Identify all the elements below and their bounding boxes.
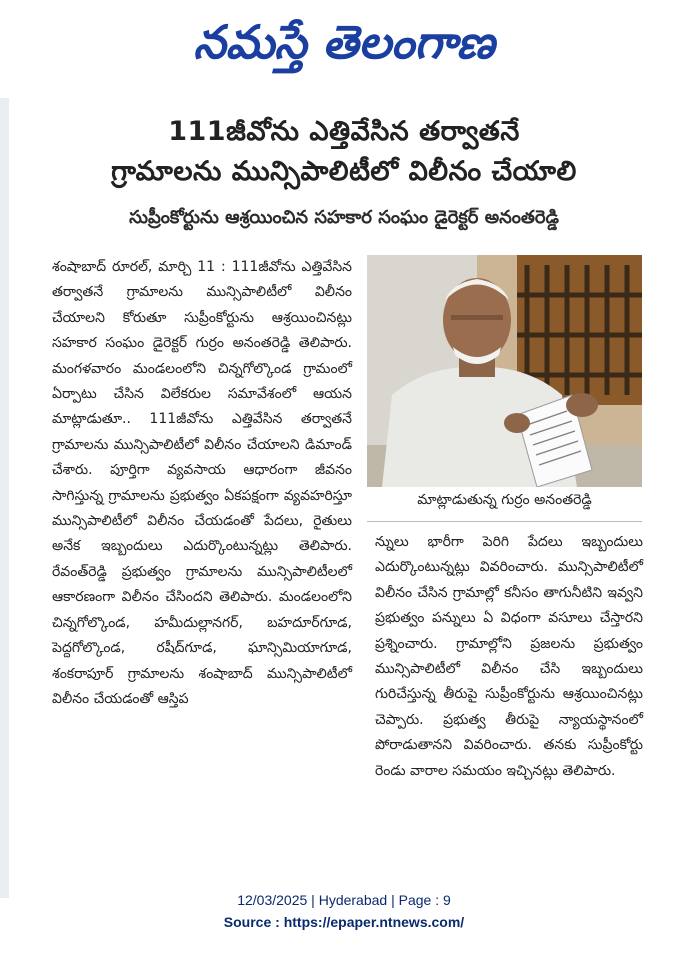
headline-line-1: 111జీవోను ఎత్తివేసిన తర్వాతనే	[168, 116, 520, 147]
source-link[interactable]: Source : https://epaper.ntnews.com/	[223, 914, 465, 930]
caption-divider	[367, 521, 642, 522]
newspaper-masthead	[0, 8, 688, 74]
masthead-logo	[134, 8, 554, 74]
article-column-2: న్నులు భారీగా పెరిగి పేదలు ఇబ్బందులు ఎదుర్కొంటున్నట్లు వివరించారు. మున్సిపాలిటీలో విలీనం చేసిన గ్రామాల్లో కనీసం తాగునీటిని ఇవ్వని ప్రభుత్వం పన్నులు ఏ విధంగా వసూలు చేస్తారని ప్రశ్నించారు. గ్రామాల్లోని ప్రజలను ప్రభుత్వం మున్సిపాలిటీలో విలీనం చేసి ఇబ్బందులు గురిచేస్తున్న తీరుపై సుప్రీంకోర్టును ఆశ్రయించినట్లు చెప్పారు. ప్రభుత్వ తీరుపై న్యాయస్థానంలో పోరాడుతానని వివరించారు. తనకు సుప్రీంకోర్టు రెండు వారాల సమయం ఇచ్చినట్లు తెలిపారు.	[375, 534, 643, 779]
article-photo	[367, 255, 642, 487]
man-holding-paper-photo	[367, 255, 642, 487]
subheadline: సుప్రీంకోర్టును ఆశ్రయించిన సహకార సంఘం డైరెక్టర్ అనంతరెడ్డి	[129, 207, 559, 228]
dateline: 12/03/2025 | Hyderabad | Page : 9	[237, 892, 451, 908]
photo-caption: మాట్లాడుతున్న గుర్రం అనంతరెడ్డి	[417, 492, 592, 508]
headline-line-2: గ్రామాలను మున్సిపాలిటీలో విలీనం చేయాలి	[111, 156, 577, 187]
article-column-1: శంషాబాద్ రూరల్, మార్చి 11 : 111జీవోను ఎత్తివేసిన తర్వాతనే గ్రామాలను మున్సిపాలిటీలో విలీనం చేయాలని కోరుతూ సుప్రీంకోర్టును ఆశ్రయించినట్లు సహకార సంఘం డైరెక్టర్ గుర్రం అనంతరెడ్డి తెలిపారు. మంగళవారం మండలంలోని చిన్నగోల్కొండ గ్రామంలో ఏర్పాటు చేసిన విలేకరుల సమావేశంలో ఆయన మాట్లాడుతూ.. 111జీవోను ఎత్తివేసిన తర్వాతనే గ్రామాలను మున్సిపాలిటీలో విలీనం చేయాలని డిమాండ్ చేశారు. పూర్తిగా వ్యవసాయ ఆధారంగా జీవనం సాగిస్తున్న గ్రామాలను ప్రభుత్వం ఏకపక్షంగా వ్యవహరిస్తూ మున్సిపాలిటీలో విలీనం చేయడంతో పేదలు, రైతులు అనేక ఇబ్బందులు ఎదుర్కొంటున్నట్లు తెలిపారు. రేవంత్‌రెడ్డి ప్రభుత్వం గ్రామాలను మున్సిపాలిటీలలో ఆకారణంగా విలీనం చేసిందని తెలిపారు. మండలంలోని చిన్నగోల్కొండ, హమీదుల్లానగర్, బహదూర్‌గూడ, పెద్దగోల్కొండ, రషీద్‌గూడ, ఘాన్సిమియాగూడ, శంకరాపూర్ గ్రామాలను శంషాబాద్ మున్సిపాలిటీలో విలీనం చేయడంతో ఆస్తిప	[52, 259, 352, 707]
masthead-title: నమస్తే తెలంగాణ	[193, 15, 495, 69]
